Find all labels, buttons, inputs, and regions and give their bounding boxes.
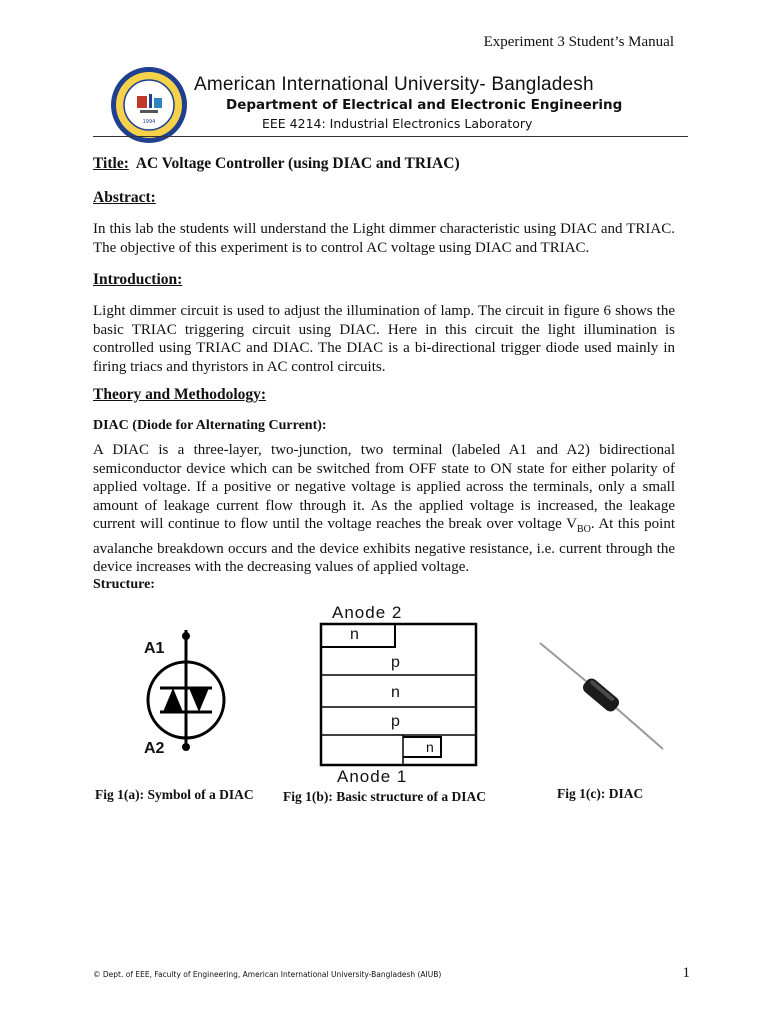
vbo-subscript: BO <box>576 524 591 535</box>
terminal-a2-label: A2 <box>144 740 165 757</box>
layer-p-lower: p <box>391 713 400 730</box>
anode2-label: Anode 2 <box>332 603 403 622</box>
diac-description-rest: . At this point avalanche breakdown occurs and the device exhibits negative resistance, i.e. current through the device increases with the decreasing values of applied voltage. <box>93 516 675 575</box>
diac-component-image <box>535 637 670 757</box>
terminal-a1-label: A1 <box>144 640 165 657</box>
diac-description <box>93 441 675 577</box>
course-name: EEE 4214: Industrial Electronics Laboratory <box>262 116 533 131</box>
figure-1a-caption: Fig 1(a): Symbol of a DIAC <box>95 787 254 802</box>
structure-label: Structure: <box>93 577 155 592</box>
diac-description-main: A DIAC is a three-layer, two-junction, two terminal (labeled A1 and A2) bidirectional semiconductor device which can be switched from OFF state to ON state for either polarity of applied voltage. If a positive or negative voltage is applied across the terminals, only a small amount of leakage current flow through it. As the applied voltage is increased, the leakage current will continue to flow until the voltage reaches the break over voltage V <box>93 442 675 532</box>
layer-n-bottom: n <box>426 739 434 755</box>
diac-symbol-figure <box>138 628 248 758</box>
anode1-label: Anode 1 <box>337 767 408 786</box>
page-number: 1 <box>682 965 690 981</box>
abstract-heading: Abstract: <box>93 189 156 206</box>
running-head: Experiment 3 Student’s Manual <box>483 34 674 50</box>
layer-n-top: n <box>350 626 359 643</box>
title-label: Title: <box>93 155 129 172</box>
header-divider <box>93 136 688 137</box>
figure-1b-caption: Fig 1(b): Basic structure of a DIAC <box>283 789 486 804</box>
figure-1c-caption: Fig 1(c): DIAC <box>557 786 644 801</box>
diac-subheading: DIAC (Diode for Alternating Current): <box>93 418 327 433</box>
layer-p-upper: p <box>391 654 400 671</box>
document-title <box>93 155 460 173</box>
department-name: Department of Electrical and Electronic Engineering <box>226 97 623 113</box>
layer-n-middle: n <box>391 684 400 701</box>
introduction-body: Light dimmer circuit is used to adjust the illumination of lamp. The circuit in figure 6 shows the basic TRIAC triggering circuit using DIAC. Here in this circuit the light illumination is controlled using TRIAC and DIAC. The DIAC is a bi-directional trigger diode used mainly in firing triacs and thyristors in AC control circuits. <box>93 303 675 375</box>
svg-text:1994: 1994 <box>142 119 156 125</box>
footer-copyright: © Dept. of EEE, Faculty of Engineering, American International University-Bangladesh (AIUB) <box>93 970 442 979</box>
theory-heading: Theory and Methodology: <box>93 386 267 403</box>
title-text: AC Voltage Controller (using DIAC and TRIAC) <box>135 155 460 172</box>
introduction-heading: Introduction: <box>93 271 183 288</box>
abstract-body: In this lab the students will understand the Light dimmer characteristic using DIAC and TRIAC. The objective of this experiment is to control AC voltage using DIAC and TRIAC. <box>93 221 675 256</box>
university-logo <box>110 66 188 144</box>
university-name: American International University- Bangladesh <box>194 74 594 95</box>
